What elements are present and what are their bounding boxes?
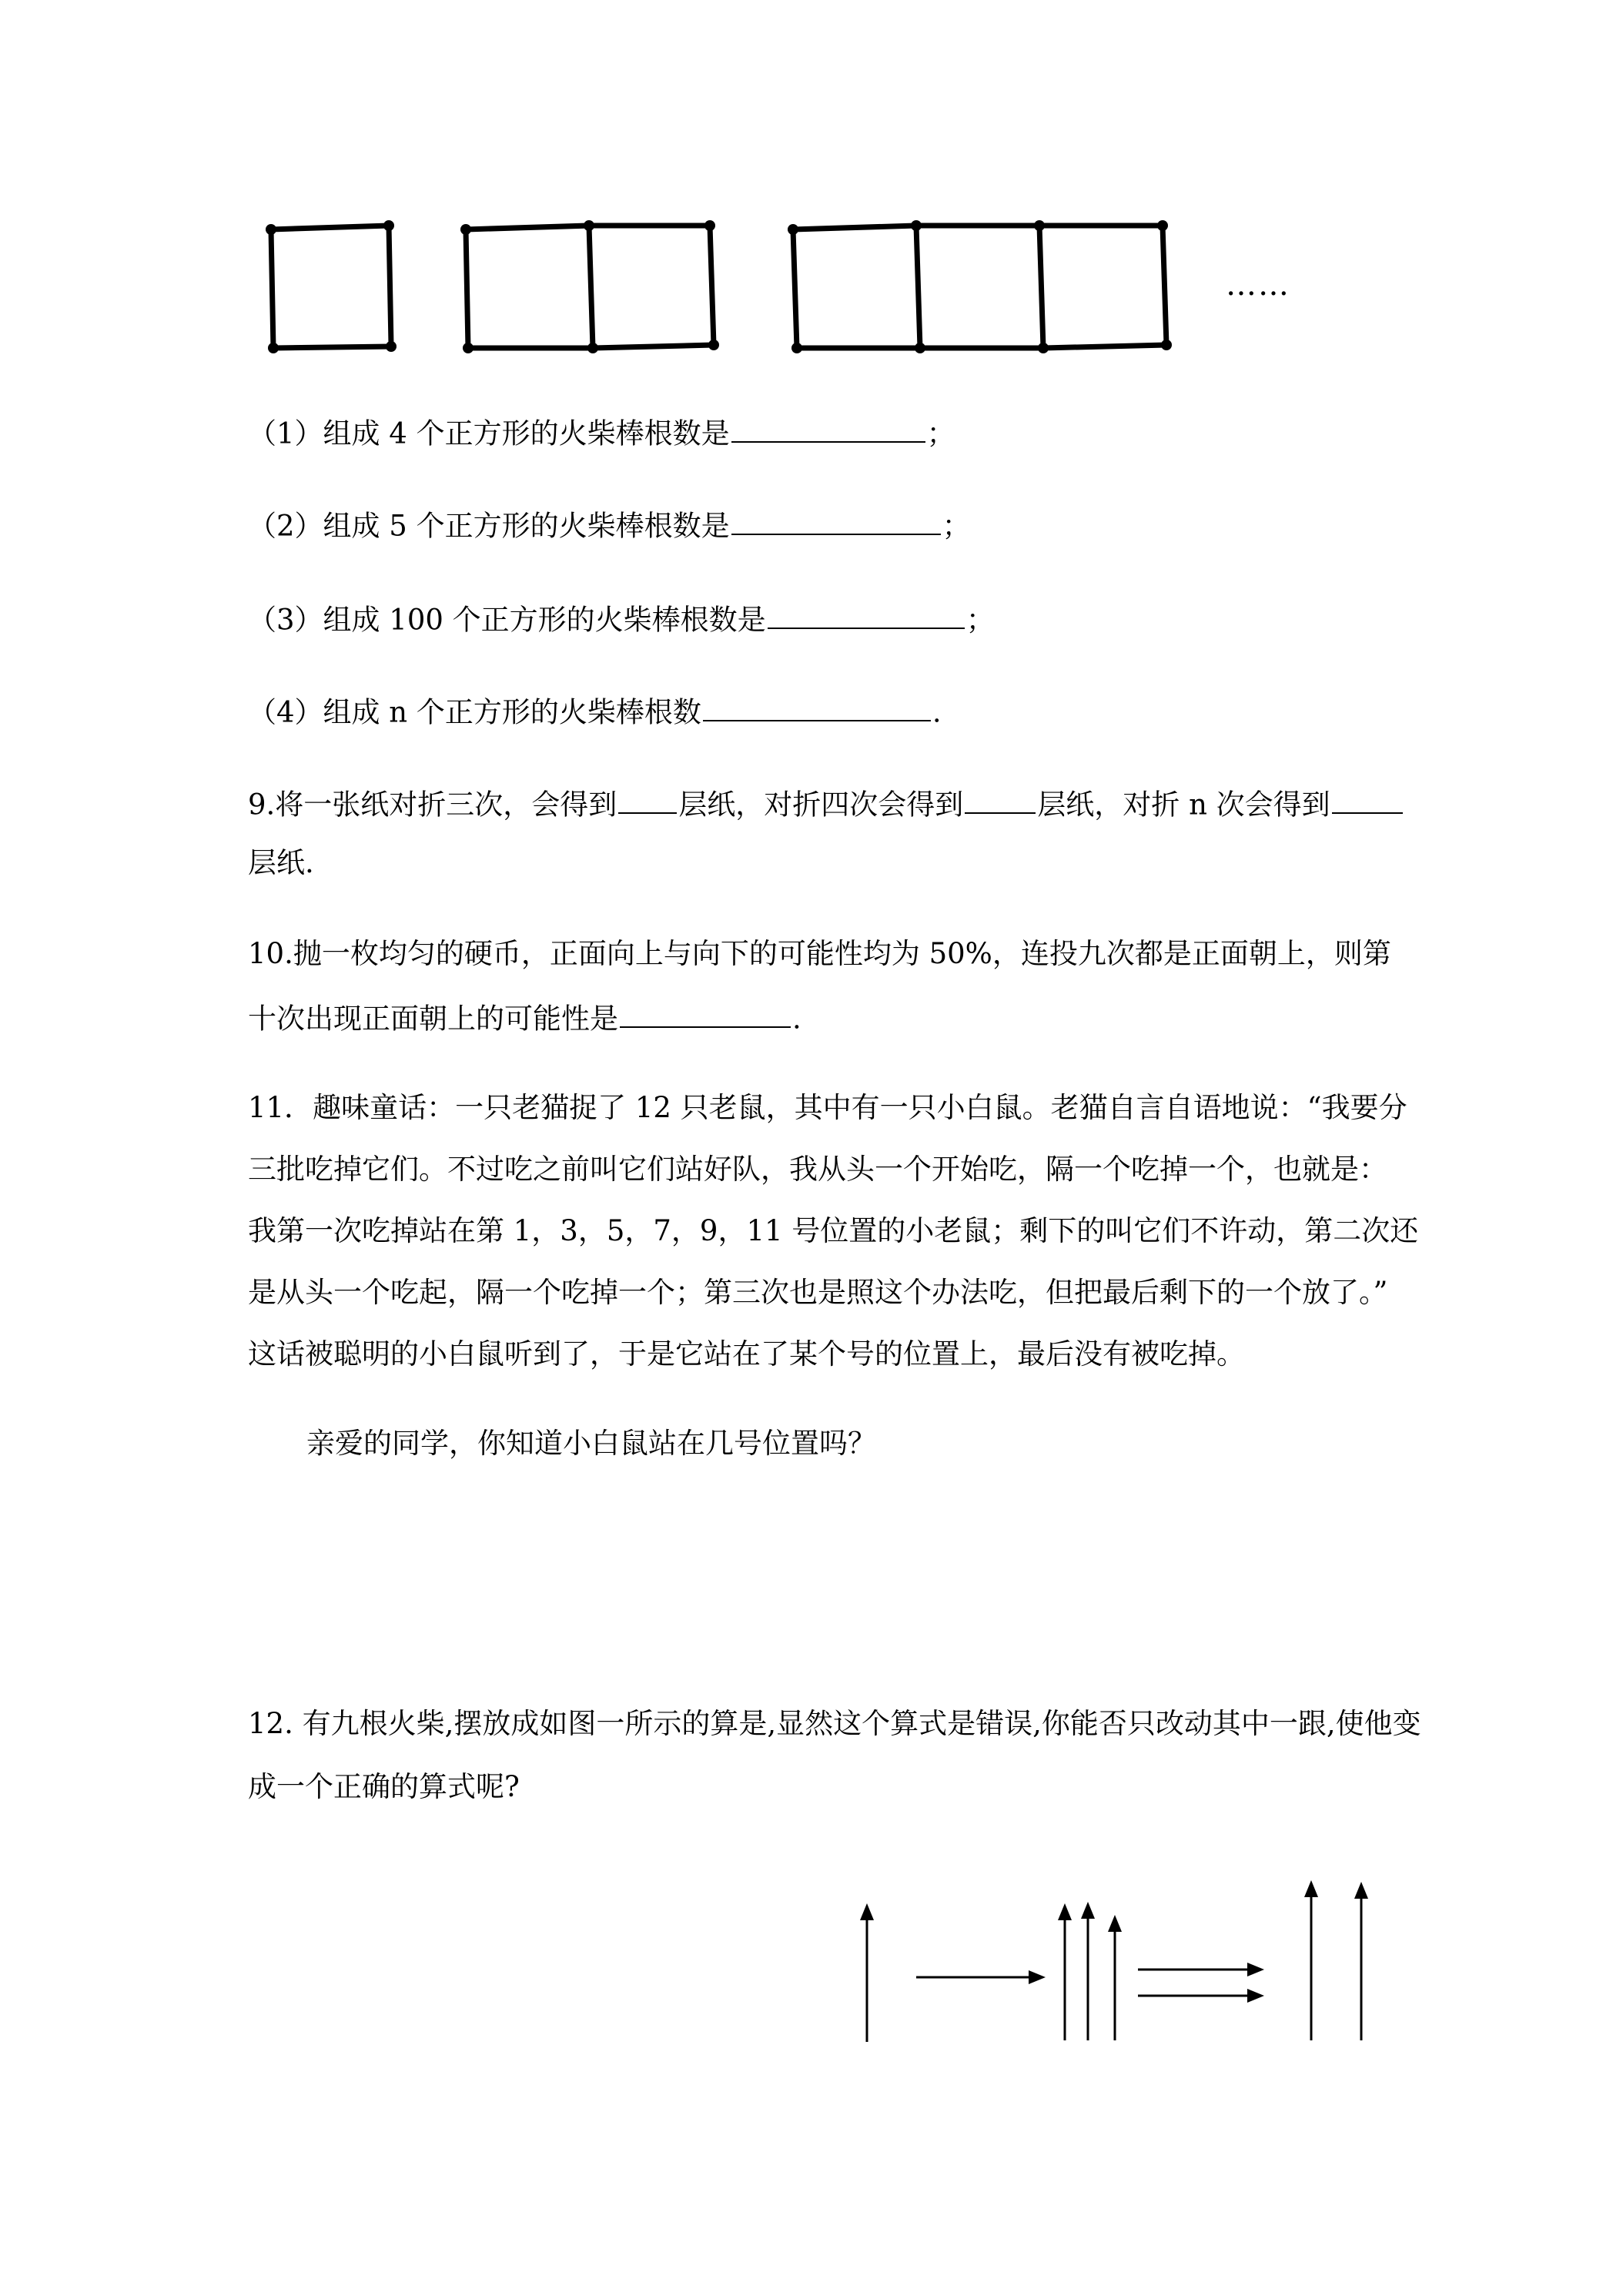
q8-sub3-tail: ； bbox=[965, 603, 995, 637]
q10-line1: 10.抛一枚均匀的硬币，正面向上与向下的可能性均为 50%，连投九次都是正面朝上，则第 bbox=[248, 937, 1391, 970]
q8-sub1-text: （1）组成 4 个正方形的火柴棒根数是 bbox=[248, 417, 730, 450]
q11-line5: 这话被聪明的小白鼠听到了，于是它站在了某个号的位置上，最后没有被吃掉。 bbox=[248, 1337, 1245, 1371]
q11-line4: 是从头一个吃起，隔一个吃掉一个；第三次也是照这个办法吃，但把最后剩下的一个放了。” bbox=[248, 1276, 1388, 1309]
q10-line2-text: 十次出现正面朝上的可能性是 bbox=[248, 1002, 618, 1036]
q9-part3: 层纸，对折 n 次会得到 bbox=[1037, 788, 1330, 822]
q9-line2: 层纸. bbox=[248, 846, 314, 879]
q11-line1: 11．趣味童话：一只老猫捉了 12 只老鼠，其中有一只小白鼠。老猫自言自语地说：“我要分 bbox=[248, 1091, 1407, 1124]
q8-sub4-tail: . bbox=[932, 695, 942, 729]
q10-tail: . bbox=[792, 1002, 801, 1036]
q12-line1: 12. 有九根火柴,摆放成如图一所示的算是,显然这个算式是错误,你能否只改动其中一跟,使他变 bbox=[248, 1707, 1421, 1740]
q9-part1: 9.将一张纸对折三次，会得到 bbox=[248, 788, 617, 822]
ellipsis: …… bbox=[1226, 267, 1290, 303]
q11-line2: 三批吃掉它们。不过吃之前叫它们站好队，我从头一个开始吃，隔一个吃掉一个，也就是： bbox=[248, 1153, 1387, 1186]
q8-sub2-text: （2）组成 5 个正方形的火柴棒根数是 bbox=[248, 509, 730, 543]
q12-line2: 成一个正确的算式呢? bbox=[248, 1770, 520, 1803]
q8-sub3-text: （3）组成 100 个正方形的火柴棒根数是 bbox=[248, 603, 766, 637]
q8-sub2-tail: ； bbox=[942, 509, 971, 543]
q9-part2: 层纸，对折四次会得到 bbox=[678, 788, 964, 822]
q11-line3: 我第一次吃掉站在第 1，3，5，7，9，11 号位置的小老鼠；剩下的叫它们不许动，第二次还 bbox=[248, 1214, 1419, 1247]
q8-sub1-tail: ； bbox=[926, 417, 955, 450]
q8-sub4-text: （4）组成 n 个正方形的火柴棒根数 bbox=[248, 695, 701, 729]
q11-question: 亲爱的同学，你知道小白鼠站在几号位置吗？ bbox=[306, 1427, 876, 1460]
